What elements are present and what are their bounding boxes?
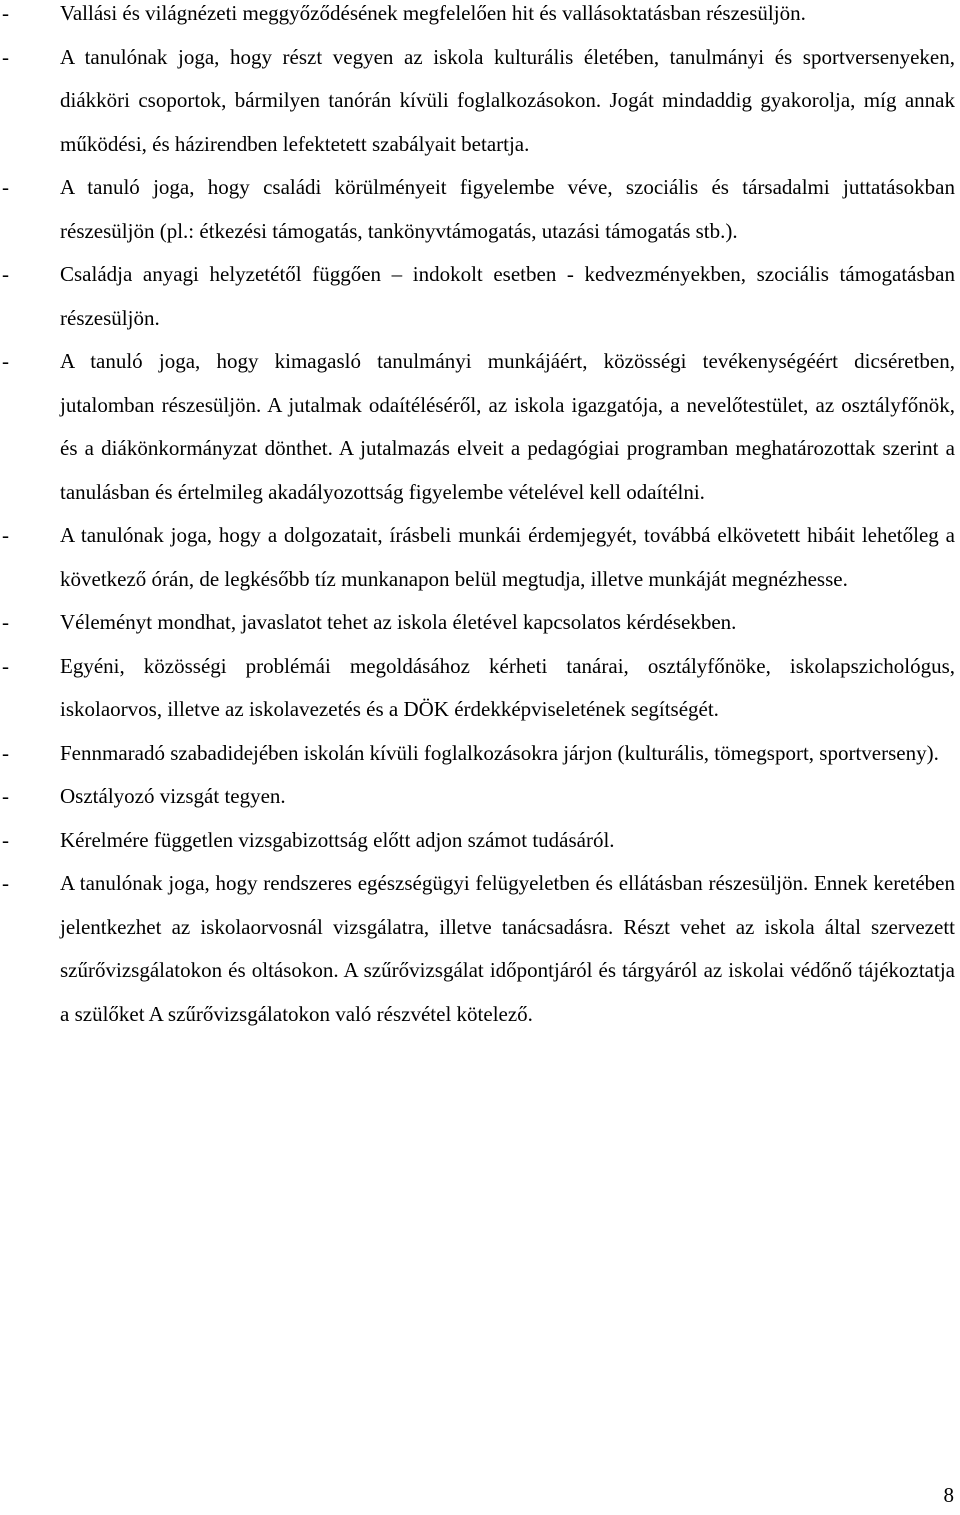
list-item-text: A tanulónak joga, hogy rendszeres egészségügyi felügyeletben és ellátásban részesüljön. Ennek keretében jelentkezhet az iskolaorvosnál vizsgálatra, illetve tanácsadásra. Részt vehet az iskola által szervezett szűrővizsgálatokon és oltásokon. A szűrővizsgálat időpontjáról és tárgyáról az iskolai védőnő tájékoztatja a szülőket A szűrővizsgálatokon való részvétel kötelező. xyxy=(60,871,955,1026)
list-item-text: A tanuló joga, hogy kimagasló tanulmányi munkájáért, közösségi tevékenységéért dicséretben, jutalomban részesüljön. A jutalmak odaítéléséről, az iskola igazgatója, a nevelőtestület, az osztályfőnök, és a diákönkormányzat dönthet. A jutalmazás elveit a pedagógiai programban meghatározottak szerint a tanulásban és értelmileg akadályozottság figyelembe vételével kell odaítélni. xyxy=(60,349,955,504)
dash-bullet: - xyxy=(2,349,9,373)
dash-bullet: - xyxy=(2,784,9,808)
list-item xyxy=(0,0,955,36)
list-item xyxy=(0,166,955,253)
dash-bullet: - xyxy=(2,1,9,25)
list-item-text: Kérelmére független vizsgabizottság előtt adjon számot tudásáról. xyxy=(60,827,615,852)
dash-bullet: - xyxy=(2,871,9,895)
list-item xyxy=(0,775,955,819)
dash-bullet: - xyxy=(2,653,9,678)
dash-bullet: - xyxy=(2,523,9,547)
dash-bullet: - xyxy=(2,827,9,852)
list-item-text: A tanuló joga, hogy családi körülményeit figyelembe véve, szociális és társadalmi juttatásokban részesüljön (pl.: étkezési támogatás, tankönyvtámogatás, utazási támogatás stb.). xyxy=(60,175,955,243)
list-item xyxy=(0,340,955,514)
list-item xyxy=(0,645,955,732)
list-item xyxy=(0,514,955,601)
list-item xyxy=(0,819,955,863)
list-item xyxy=(0,253,955,340)
list-item-text: Véleményt mondhat, javaslatot tehet az iskola életével kapcsolatos kérdésekben. xyxy=(60,610,737,634)
list-item xyxy=(0,36,955,167)
dash-bullet: - xyxy=(2,44,9,69)
dash-bullet: - xyxy=(2,740,9,765)
list-item-text: A tanulónak joga, hogy a dolgozatait, írásbeli munkái érdemjegyét, továbbá elkövetett hibáit lehetőleg a következő órán, de legkésőbb tíz munkanapon belül megtudja, illetve munkáját megnézhesse. xyxy=(60,523,955,591)
list-item-text: Családja anyagi helyzetétől függően – indokolt esetben - kedvezményekben, szociális támogatásban részesüljön. xyxy=(60,262,955,330)
list-item xyxy=(0,732,955,776)
dash-bullet: - xyxy=(2,262,9,286)
page-number: 8 xyxy=(943,1483,954,1507)
list-item xyxy=(0,601,955,645)
list-item-text: Egyéni, közösségi problémái megoldásához kérheti tanárai, osztályfőnöke, iskolapszichológus, iskolaorvos, illetve az iskolavezetés és a DÖK érdekképviseletének segítségét. xyxy=(60,653,955,721)
list-item-text: A tanulónak joga, hogy részt vegyen az iskola kulturális életében, tanulmányi és sportversenyeken, diákköri csoportok, bármilyen tanórán kívüli foglalkozásokon. Jogát mindaddig gyakorolja, míg annak működési, és házirendben lefektetett szabályait betartja. xyxy=(60,44,955,156)
list-item-text: Osztályozó vizsgát tegyen. xyxy=(60,784,286,808)
dash-bullet: - xyxy=(2,175,9,199)
dash-bullet: - xyxy=(2,610,9,634)
list-item xyxy=(0,862,955,1036)
list-item-text: Vallási és világnézeti meggyőződésének megfelelően hit és vallásoktatásban részesüljön. xyxy=(60,1,806,25)
list-item-text: Fennmaradó szabadidejében iskolán kívüli foglalkozásokra járjon (kulturális, tömegsport, sportverseny). xyxy=(60,740,939,765)
